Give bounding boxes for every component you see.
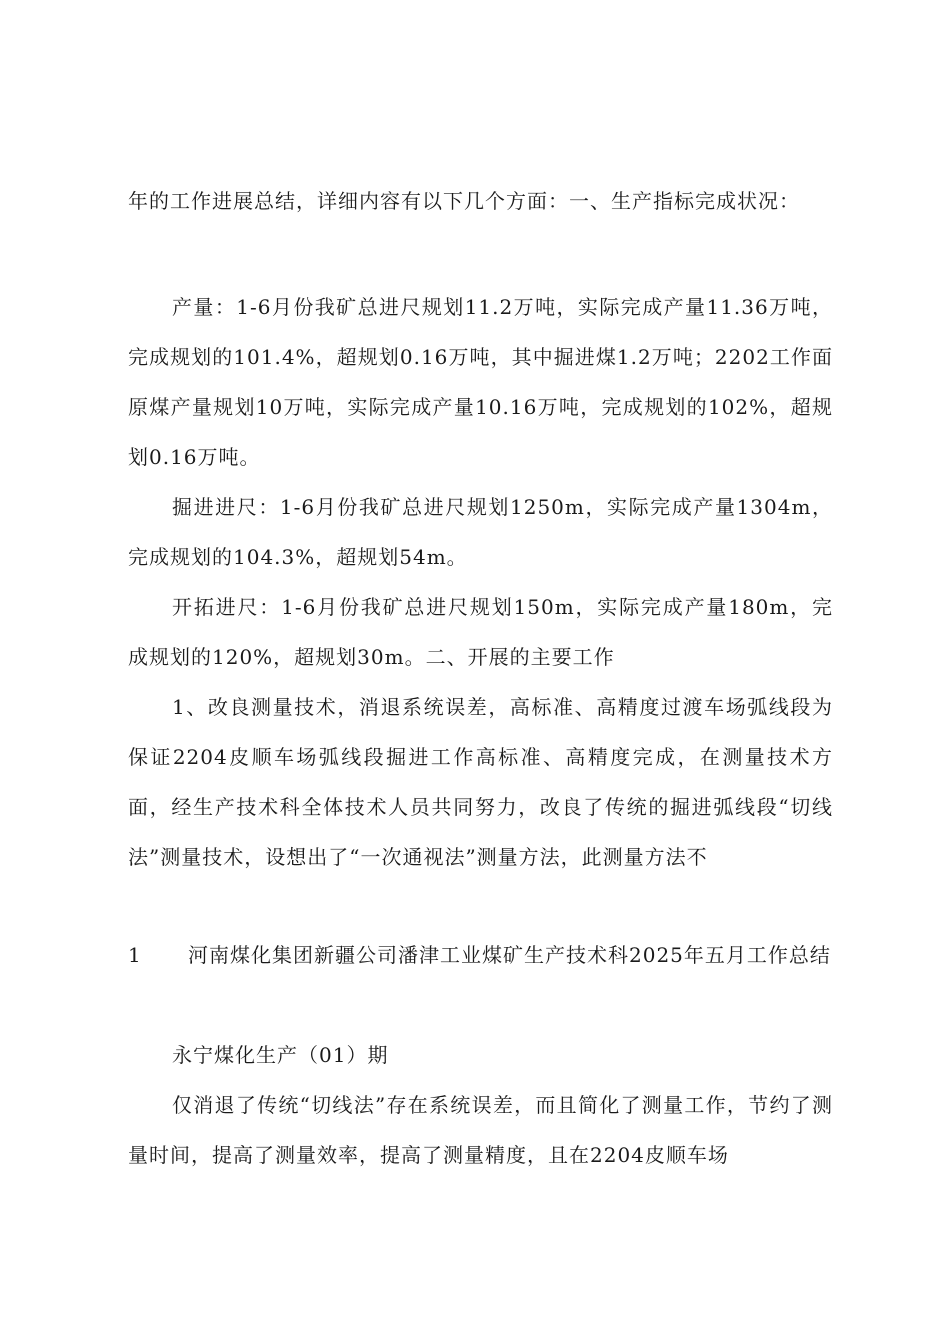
paragraph-tunneling: 掘进进尺：1-6月份我矿总进尺规划1250m，实际完成产量1304m，完成规划的104.3%，超规划54m。 (128, 495, 833, 569)
issue-label: 永宁煤化生产（01）期 (172, 1043, 389, 1067)
paragraph-continuation: 仅消退了传统“切线法”存在系统误差，而且简化了测量工作，节约了测量时间，提高了测量效率，提高了测量精度，且在2204皮顺车场 (128, 1093, 833, 1167)
paragraph-intro: 年的工作进展总结，详细内容有以下几个方面：一、生产指标完成状况： (128, 189, 800, 213)
document-title: 河南煤化集团新疆公司潘津工业煤矿生产技术科2025年五月工作总结 (188, 943, 831, 967)
page-number: 1 (128, 943, 142, 967)
paragraph-development: 开拓进尺：1-6月份我矿总进尺规划150m，实际完成产量180m，完成规划的120%，超规划30m。二、开展的主要工作 (128, 595, 833, 669)
paragraph-measurement: 1、改良测量技术，消退系统误差，高标准、高精度过渡车场弧线段为保证2204皮顺车场弧线段掘进工作高标准、高精度完成，在测量技术方面，经生产技术科全体技术人员共同努力，改良了传统的掘进弧线段“切线法”测量技术，设想出了“一次通视法”测量方法，此测量方法不 (128, 695, 833, 869)
paragraph-output: 产量：1-6月份我矿总进尺规划11.2万吨，实际完成产量11.36万吨，完成规划的101.4%，超规划0.16万吨，其中掘进煤1.2万吨；2202工作面原煤产量规划10万吨，实际完成产量10.16万吨，完成规划的102%，超规划0.16万吨。 (128, 295, 833, 469)
footer-title-row (128, 930, 833, 980)
